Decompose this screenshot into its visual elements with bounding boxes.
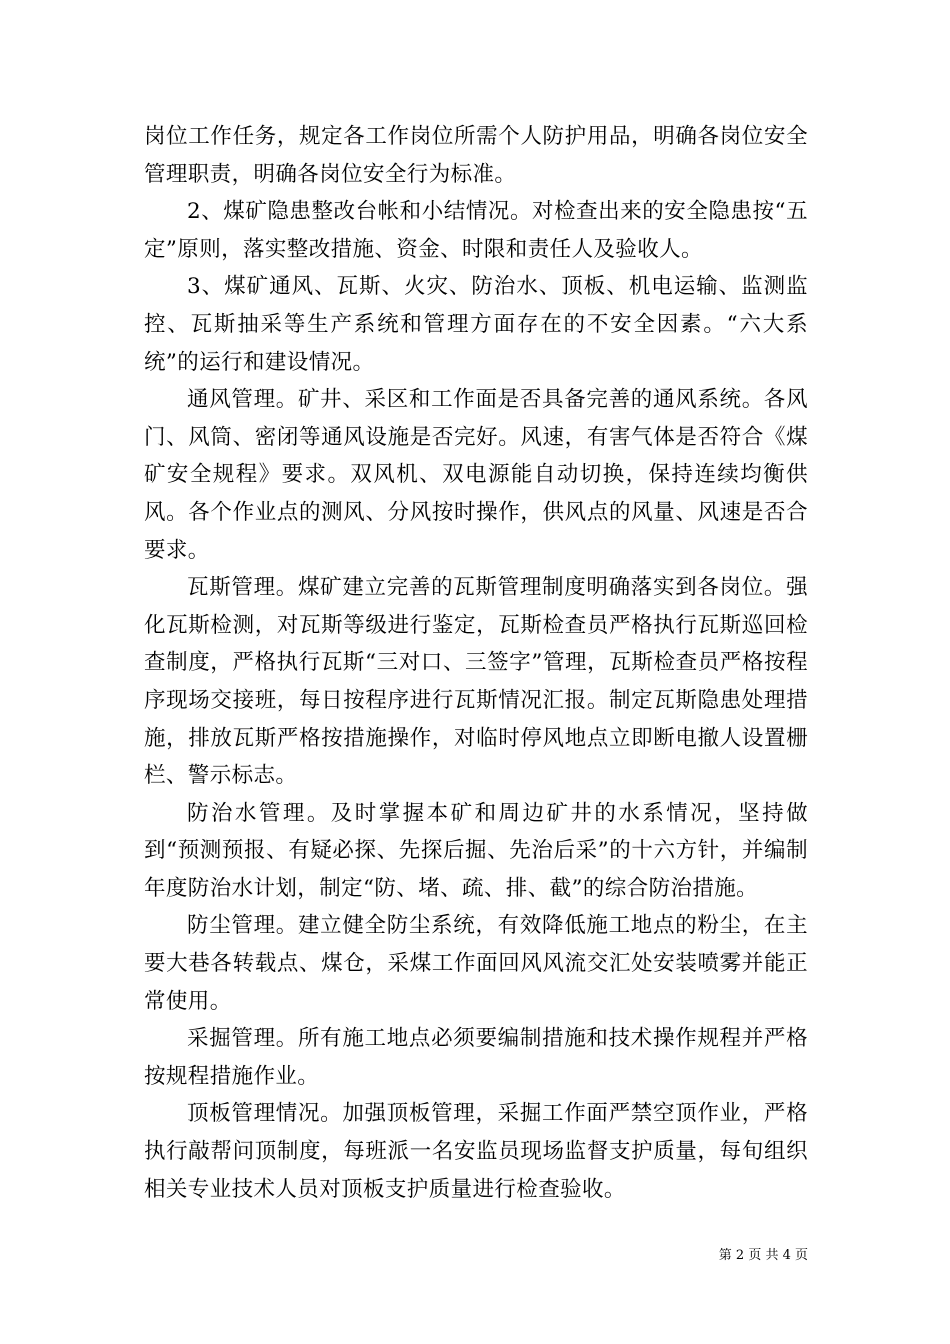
paragraph-water: 防治水管理。及时掌握本矿和周边矿井的水系情况，坚持做到“预测预报、有疑必探、先探后掘、先治后采”的十六方针，并编制年度防治水计划，制定“防、堵、疏、排、截”的综合防治措施。 <box>144 800 808 901</box>
paragraph-continued: 岗位工作任务，规定各工作岗位所需个人防护用品，明确各岗位安全管理职责，明确各岗位安全行为标准。 <box>144 124 808 187</box>
document-body <box>144 118 808 1208</box>
paragraph-item-3: 3、煤矿通风、瓦斯、火灾、防治水、顶板、机电运输、监测监控、瓦斯抽采等生产系统和管理方面存在的不安全因素。“六大系统”的运行和建设情况。 <box>144 274 808 375</box>
paragraph-dust: 防尘管理。建立健全防尘系统，有效降低施工地点的粉尘，在主要大巷各转载点、煤仓，采煤工作面回风风流交汇处安装喷雾并能正常使用。 <box>144 913 808 1014</box>
paragraph-mining: 采掘管理。所有施工地点必须要编制措施和技术操作规程并严格按规程措施作业。 <box>144 1026 808 1089</box>
paragraph-roof: 顶板管理情况。加强顶板管理，采掘工作面严禁空顶作业，严格执行敲帮问顶制度，每班派一名安监员现场监督支护质量，每旬组织相关专业技术人员对顶板支护质量进行检查验收。 <box>144 1101 808 1202</box>
page-number: 第 2 页 共 4 页 <box>718 1248 808 1263</box>
paragraph-ventilation: 通风管理。矿井、采区和工作面是否具备完善的通风系统。各风门、风筒、密闭等通风设施是否完好。风速，有害气体是否符合《煤矿安全规程》要求。双风机、双电源能自动切换，保持连续均衡供风。各个作业点的测风、分风按时操作，供风点的风量、风速是否合要求。 <box>144 387 808 563</box>
paragraph-gas: 瓦斯管理。煤矿建立完善的瓦斯管理制度明确落实到各岗位。强化瓦斯检测，对瓦斯等级进行鉴定，瓦斯检查员严格执行瓦斯巡回检查制度，严格执行瓦斯“三对口、三签字”管理，瓦斯检查员严格按程序现场交接班，每日按程序进行瓦斯情况汇报。制定瓦斯隐患处理措施，排放瓦斯严格按措施操作，对临时停风地点立即断电撤人设置栅栏、警示标志。 <box>144 575 808 789</box>
paragraph-item-2: 2、煤矿隐患整改台帐和小结情况。对检查出来的安全隐患按“五定”原则，落实整改措施、资金、时限和责任人及验收人。 <box>144 199 808 262</box>
